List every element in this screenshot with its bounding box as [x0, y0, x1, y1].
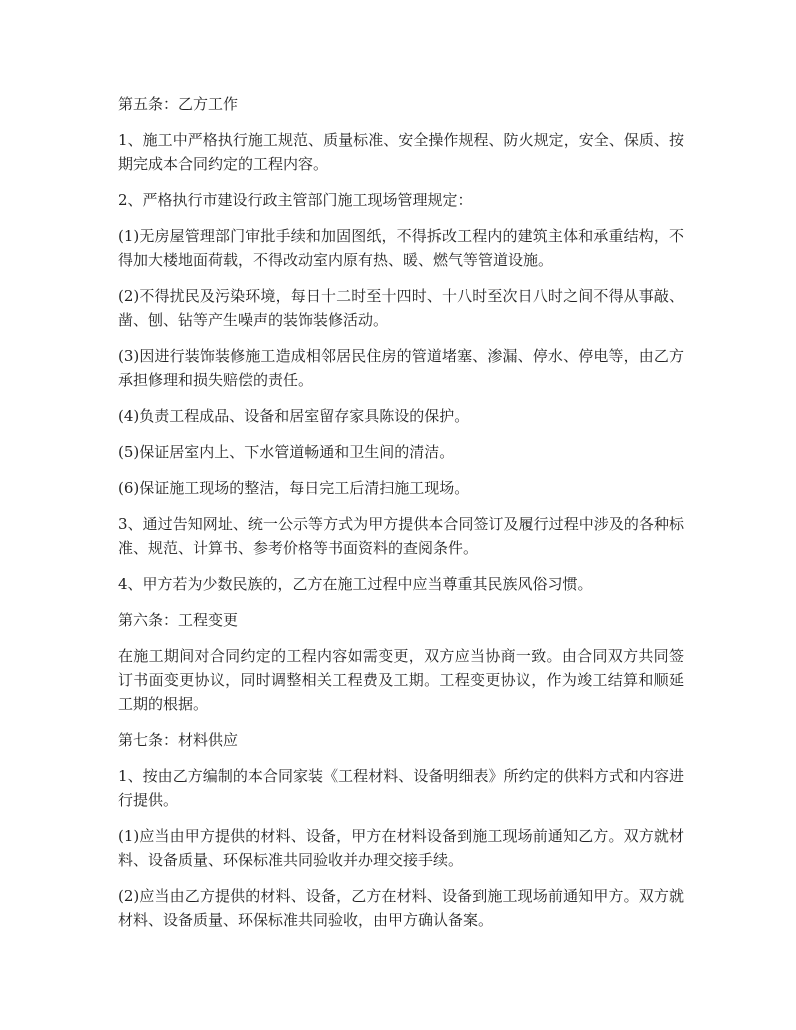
paragraph: (2)应当由乙方提供的材料、设备，乙方在材料、设备到施工现场前通知甲方。双方就材料、设备质量、环保标准共同验收，由甲方确认备案。 [118, 887, 684, 929]
paragraph: (6)保证施工现场的整洁，每日完工后清扫施工现场。 [118, 479, 470, 497]
section-heading-7: 第七条：材料供应 [118, 731, 239, 749]
paragraph: (2)不得扰民及污染环境，每日十二时至十四时、十八时至次日八时之间不得从事敲、凿、刨、钻等产生噪声的装饰装修活动。 [118, 287, 684, 329]
paragraph: 2、严格执行市建设行政主管部门施工现场管理规定： [118, 191, 473, 209]
section-heading-6: 第六条：工程变更 [118, 611, 239, 629]
paragraph: 1、施工中严格执行施工规范、质量标准、安全操作规程、防火规定，安全、保质、按期完成本合同约定的工程内容。 [118, 131, 684, 173]
paragraph: (1)应当由甲方提供的材料、设备，甲方在材料设备到施工现场前通知乙方。双方就材料、设备质量、环保标准共同验收并办理交接手续。 [118, 827, 684, 869]
paragraph: 在施工期间对合同约定的工程内容如需变更，双方应当协商一致。由合同双方共同签订书面变更协议，同时调整相关工程费及工期。工程变更协议，作为竣工结算和顺延工期的根据。 [118, 647, 684, 713]
paragraph: 4、甲方若为少数民族的，乙方在施工过程中应当尊重其民族风俗习惯。 [118, 575, 593, 593]
paragraph: (3)因进行装饰装修施工造成相邻居民住房的管道堵塞、渗漏、停水、停电等，由乙方承担修理和损失赔偿的责任。 [118, 347, 684, 389]
paragraph: 1、按由乙方编制的本合同家装《工程材料、设备明细表》所约定的供料方式和内容进行提供。 [118, 767, 684, 809]
paragraph: (4)负责工程成品、设备和居室留存家具陈设的保护。 [118, 407, 470, 425]
paragraph: 3、通过告知网址、统一公示等方式为甲方提供本合同签订及履行过程中涉及的各种标准、规范、计算书、参考价格等书面资料的查阅条件。 [118, 515, 684, 557]
paragraph: (1)无房屋管理部门审批手续和加固图纸，不得拆改工程内的建筑主体和承重结构，不得加大楼地面荷载，不得改动室内原有热、暖、燃气等管道设施。 [118, 227, 684, 269]
document-body [118, 92, 684, 944]
section-heading-5: 第五条：乙方工作 [118, 95, 239, 113]
paragraph: (5)保证居室内上、下水管道畅通和卫生间的清洁。 [118, 443, 455, 461]
